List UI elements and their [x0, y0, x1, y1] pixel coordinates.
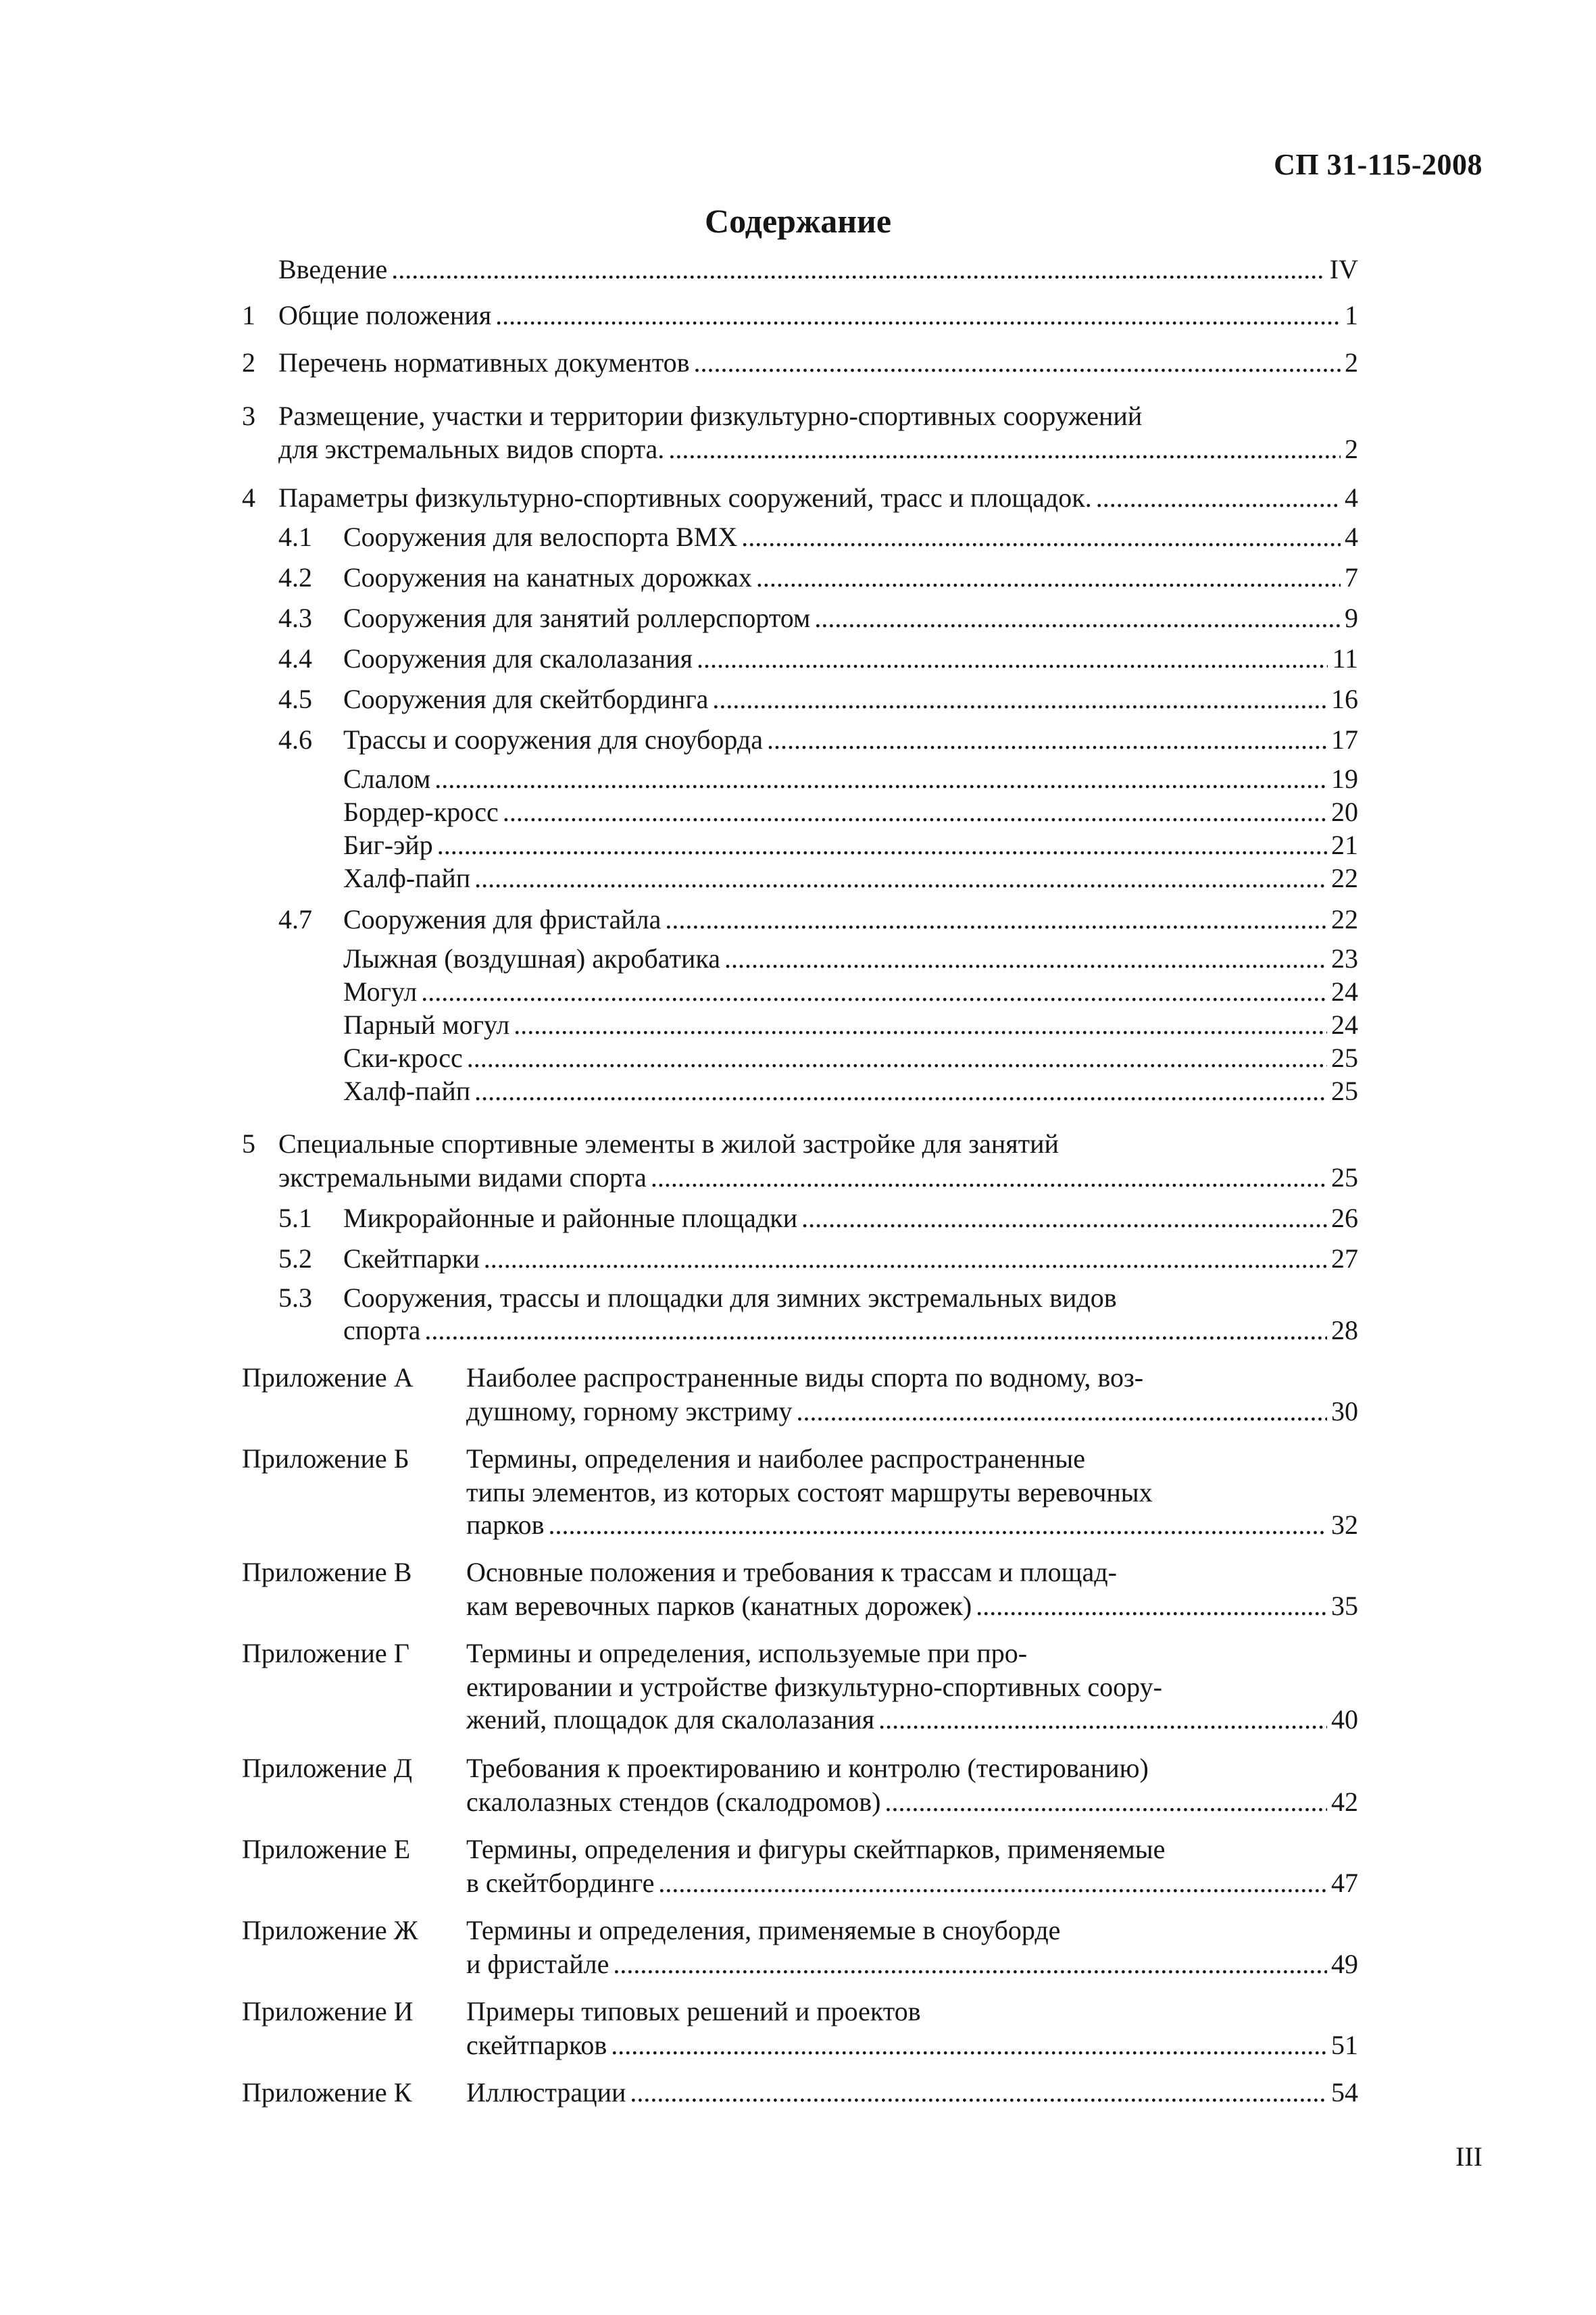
annex-b-line2[interactable]: типы элементов, из которых состоят маршруты веревочных [466, 1477, 1153, 1508]
toc-section-number: 4.5 [278, 684, 312, 714]
annex-g-line2[interactable]: ектировании и устройстве физкультурно-спортивных соору- [466, 1672, 1162, 1702]
toc-entry-annex-v[interactable] [466, 1588, 1358, 1624]
toc-entry-section-4-7[interactable] [343, 901, 1358, 938]
annex-i-line1[interactable]: Примеры типовых решений и проектов [466, 1996, 921, 2026]
toc-entry-title: Парный могул [343, 1010, 510, 1040]
toc-entry-title: экстремальными видами спорта [278, 1162, 647, 1193]
annex-d-line1[interactable]: Требования к проектированию и контролю (тестированию) [466, 1753, 1149, 1783]
toc-entry-title: скейтпарков [466, 2030, 607, 2060]
toc-entry-annex-g[interactable] [466, 1701, 1358, 1738]
toc-section-number: 3 [242, 401, 255, 431]
toc-section-number: 5.2 [278, 1243, 312, 1274]
toc-entry-section-5[interactable] [278, 1160, 1358, 1196]
toc-entry-section-1[interactable] [278, 297, 1358, 334]
toc-leader-dots [421, 974, 1327, 1010]
toc-entry-page: 4 [1345, 482, 1358, 513]
toc-leader-dots [712, 681, 1327, 718]
toc-subentry[interactable] [343, 1040, 1358, 1076]
toc-entry-section-2[interactable] [278, 345, 1358, 381]
toc-section-number: 1 [242, 300, 255, 330]
annex-label: Приложение А [242, 1362, 414, 1393]
toc-entry-section-3-line1[interactable]: Размещение, участки и территории физкультурно-спортивных сооружений [278, 401, 1143, 431]
annex-b-line1[interactable]: Термины, определения и наиболее распространенные [466, 1443, 1085, 1474]
toc-entry-title: Сооружения для фристайла [343, 904, 662, 935]
annex-label: Приложение Е [242, 1834, 411, 1864]
toc-entry-title: Лыжная (воздушная) акробатика [343, 943, 720, 974]
toc-entry-title: Сооружения для скейтбординга [343, 684, 709, 714]
toc-leader-dots [878, 1701, 1327, 1738]
document-code: СП 31-115-2008 [1274, 148, 1482, 181]
annex-e-line1[interactable]: Термины, определения и фигуры скейтпарков, применяемые [466, 1834, 1166, 1864]
toc-entry-page: 51 [1331, 2030, 1358, 2060]
toc-entry-page: 17 [1331, 724, 1358, 755]
toc-leader-dots [467, 1040, 1327, 1076]
toc-leader-dots [495, 297, 1341, 334]
toc-entry-title: Сооружения для занятий роллерспортом [343, 603, 811, 633]
toc-entry-section-4-4[interactable] [343, 641, 1358, 677]
toc-entry-title: Бордер-кросс [343, 797, 499, 827]
toc-entry-page: IV [1329, 254, 1358, 284]
toc-entry-page: 35 [1331, 1591, 1358, 1621]
toc-entry-title: Перечень нормативных документов [278, 347, 690, 378]
toc-entry-page: 54 [1331, 2077, 1358, 2108]
toc-leader-dots [424, 1312, 1327, 1349]
toc-entry-page: 30 [1331, 1396, 1358, 1426]
toc-entry-section-4-2[interactable] [343, 559, 1358, 596]
toc-entry-annex-b[interactable] [466, 1507, 1358, 1543]
toc-leader-dots [437, 827, 1327, 864]
toc-entry-section-5-1[interactable] [343, 1200, 1358, 1237]
toc-subentry[interactable] [343, 974, 1358, 1010]
toc-section-number: 4.3 [278, 603, 312, 633]
toc-entry-page: 9 [1345, 603, 1358, 633]
toc-entry-title: Иллюстрации [466, 2077, 626, 2108]
toc-entry-annex-i[interactable] [466, 2027, 1358, 2064]
annex-label: Приложение В [242, 1557, 412, 1587]
toc-entry-section-4-5[interactable] [343, 681, 1358, 718]
toc-entry-title: душному, горному экстриму [466, 1396, 793, 1426]
toc-leader-dots [658, 1865, 1327, 1901]
toc-section-number: 4.6 [278, 724, 312, 755]
toc-leader-dots [797, 1393, 1327, 1430]
annex-label: Приложение Ж [242, 1915, 418, 1945]
annex-zh-line1[interactable]: Термины и определения, применяемые в сноуборде [466, 1915, 1061, 1945]
toc-entry-page: 2 [1345, 347, 1358, 378]
toc-entry-section-4-3[interactable] [343, 600, 1358, 637]
toc-section-number: 5.1 [278, 1203, 312, 1233]
toc-entry-page: 24 [1331, 1010, 1358, 1040]
toc-leader-dots [391, 251, 1326, 288]
toc-entry-page: 40 [1331, 1704, 1358, 1735]
toc-section-number: 4.2 [278, 562, 312, 593]
toc-entry-title: Халф-пайп [343, 863, 471, 893]
toc-leader-dots [976, 1588, 1327, 1624]
toc-entry-title: Сооружения для скалолазания [343, 643, 693, 674]
toc-leader-dots [741, 519, 1341, 555]
toc-section-number: 4 [242, 482, 255, 513]
toc-entry-page: 42 [1331, 1787, 1358, 1817]
toc-entry-title: жений, площадок для скалолазания [466, 1704, 875, 1735]
toc-entry-title: и фристайле [466, 1949, 609, 1979]
toc-entry-section-5-3-line1[interactable]: Сооружения, трассы и площадки для зимних экстремальных видов [343, 1283, 1117, 1313]
toc-leader-dots [613, 1946, 1327, 1983]
toc-leader-dots [1096, 480, 1341, 516]
toc-leader-dots [724, 941, 1327, 977]
toc-entry-title: Могул [343, 976, 418, 1007]
toc-entry-page: 24 [1331, 976, 1358, 1007]
toc-entry-page: 32 [1331, 1510, 1358, 1540]
toc-entry-page: 7 [1345, 562, 1358, 593]
toc-leader-dots [503, 794, 1327, 830]
toc-entry-page: 25 [1331, 1043, 1358, 1073]
toc-entry-page: 22 [1331, 863, 1358, 893]
toc-entry-title: Ски-кросс [343, 1043, 463, 1073]
page-number: III [1455, 2141, 1482, 2172]
toc-leader-dots [694, 345, 1341, 381]
annex-label: Приложение И [242, 1996, 414, 2026]
toc-entry-annex-zh[interactable] [466, 1946, 1358, 1983]
toc-entry-page: 23 [1331, 943, 1358, 974]
toc-leader-dots [630, 2074, 1327, 2111]
toc-entry-title: Халф-пайп [343, 1076, 471, 1106]
toc-entry-section-5-line1[interactable]: Специальные спортивные элементы в жилой застройке для занятий [278, 1128, 1059, 1159]
toc-entry-page: 47 [1331, 1868, 1358, 1898]
annex-label: Приложение Г [242, 1638, 409, 1668]
toc-entry-title: Сооружения на канатных дорожках [343, 562, 752, 593]
toc-leader-dots [611, 2027, 1327, 2064]
toc-entry-section-5-2[interactable] [343, 1241, 1358, 1277]
toc-subentry[interactable] [343, 1073, 1358, 1110]
toc-entry-title: спорта [343, 1315, 421, 1345]
toc-subentry[interactable] [343, 761, 1358, 797]
toc-entry-section-3[interactable] [278, 431, 1358, 468]
toc-entry-title: в скейтбординге [466, 1868, 655, 1898]
toc-leader-dots [756, 559, 1341, 596]
toc-entry-page: 28 [1331, 1315, 1358, 1345]
toc-entry-title: для экстремальных видов спорта. [278, 434, 665, 464]
toc-leader-dots [651, 1160, 1327, 1196]
toc-entry-title: Скейтпарки [343, 1243, 480, 1274]
annex-g-line1[interactable]: Термины и определения, используемые при про- [466, 1638, 1028, 1668]
toc-leader-dots [665, 901, 1327, 938]
toc-leader-dots [668, 431, 1341, 468]
toc-entry-page: 1 [1345, 300, 1358, 330]
toc-entry-annex-e[interactable] [466, 1865, 1358, 1901]
toc-entry-page: 26 [1331, 1203, 1358, 1233]
toc-section-number: 5 [242, 1128, 255, 1159]
toc-entry-section-4[interactable] [278, 480, 1358, 516]
toc-entry-page: 19 [1331, 764, 1358, 794]
toc-leader-dots [484, 1241, 1327, 1277]
toc-entry-title: парков [466, 1510, 545, 1540]
toc-entry-page: 27 [1331, 1243, 1358, 1274]
annex-label: Приложение К [242, 2077, 412, 2108]
toc-section-number: 2 [242, 347, 255, 378]
toc-leader-dots [814, 600, 1341, 637]
toc-entry-page: 49 [1331, 1949, 1358, 1979]
toc-entry-title: скалолазных стендов (скалодромов) [466, 1787, 881, 1817]
toc-entry-title: Общие положения [278, 300, 492, 330]
toc-entry-annex-d[interactable] [466, 1784, 1358, 1820]
toc-entry-title: Биг-эйр [343, 830, 433, 860]
toc-entry-title: Слалом [343, 764, 431, 794]
toc-subentry[interactable] [343, 827, 1358, 864]
toc-leader-dots [474, 1073, 1327, 1110]
toc-leader-dots [697, 641, 1328, 677]
annex-label: Приложение Д [242, 1753, 412, 1783]
toc-entry-title: Параметры физкультурно-спортивных сооружений, трасс и площадок. [278, 482, 1092, 513]
annex-label: Приложение Б [242, 1443, 409, 1474]
toc-entry-title: Микрорайонные и районные площадки [343, 1203, 798, 1233]
toc-entry-page: 20 [1331, 797, 1358, 827]
toc-entry-page: 2 [1345, 434, 1358, 464]
toc-entry-page: 22 [1331, 904, 1358, 935]
toc-section-number: 4.1 [278, 522, 312, 552]
toc-entry-title: Введение [278, 254, 388, 284]
toc-leader-dots [548, 1507, 1327, 1543]
toc-entry-annex-a[interactable] [466, 1393, 1358, 1430]
toc-entry-title: кам веревочных парков (канатных дорожек) [466, 1591, 972, 1621]
toc-leader-dots [474, 860, 1327, 897]
toc-section-number: 5.3 [278, 1283, 312, 1313]
toc-leader-dots [801, 1200, 1327, 1237]
toc-entry-section-5-3[interactable] [343, 1312, 1358, 1349]
toc-section-number: 4.7 [278, 904, 312, 935]
toc-subentry[interactable] [343, 1007, 1358, 1043]
toc-entry-intro[interactable] [278, 251, 1358, 288]
toc-leader-dots [514, 1007, 1327, 1043]
toc-leader-dots [767, 722, 1327, 758]
toc-entry-page: 25 [1331, 1076, 1358, 1106]
toc-section-number: 4.4 [278, 643, 312, 674]
toc-entry-page: 11 [1332, 643, 1358, 674]
toc-entry-page: 21 [1331, 830, 1358, 860]
toc-entry-page: 16 [1331, 684, 1358, 714]
toc-subentry[interactable] [343, 860, 1358, 897]
toc-entry-annex-k[interactable] [466, 2074, 1358, 2111]
toc-subentry[interactable] [343, 941, 1358, 977]
toc-entry-page: 4 [1345, 522, 1358, 552]
toc-leader-dots [884, 1784, 1327, 1820]
annex-v-line1[interactable]: Основные положения и требования к трассам и площад- [466, 1557, 1117, 1587]
toc-entry-title: Сооружения для велоспорта BMX [343, 522, 738, 552]
toc-entry-page: 25 [1331, 1162, 1358, 1193]
toc-leader-dots [434, 761, 1327, 797]
toc-entry-section-4-1[interactable] [343, 519, 1358, 555]
annex-a-line1[interactable]: Наиболее распространенные виды спорта по водному, воз- [466, 1362, 1144, 1393]
page-title: Содержание [704, 202, 892, 240]
toc-entry-section-4-6[interactable] [343, 722, 1358, 758]
toc-subentry[interactable] [343, 794, 1358, 830]
toc-entry-title: Трассы и сооружения для сноуборда [343, 724, 763, 755]
